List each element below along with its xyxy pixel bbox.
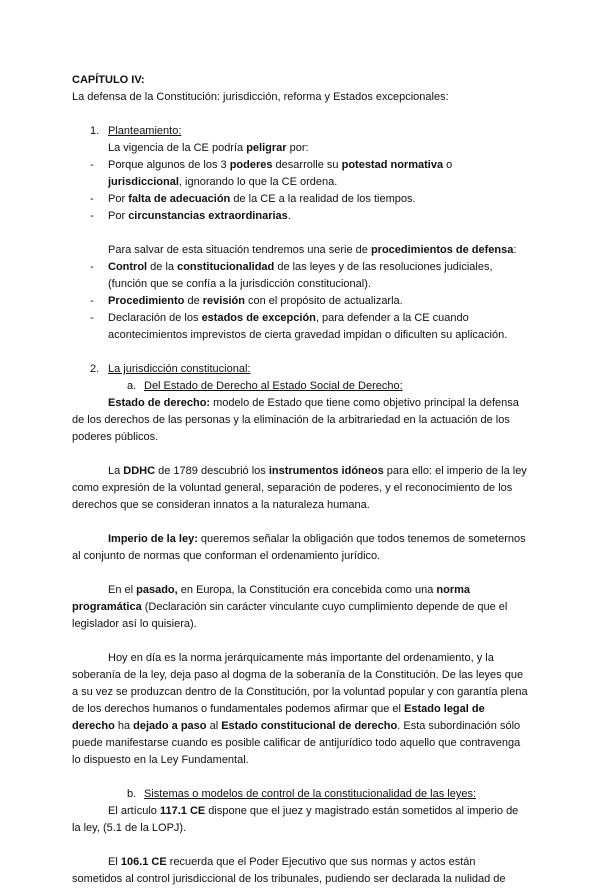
bullet-item: - Por circunstancias extraordinarias. [90,210,291,222]
paragraph: La DDHC de 1789 descubrió los instrumentos idóneos para ello: el imperio de la ley como expresión de la voluntad general, separación de poderes, y el reconocimiento de los derechos que se consideran innatos a la naturaleza humana. [72,465,527,511]
bullet-item: - Por falta de adecuación de la CE a la realidad de los tiempos. [90,193,416,205]
bullet-item: - Procedimiento de revisión con el propósito de actualizarla. [90,295,403,307]
section-1-intro-2: Para salvar de esta situación tendremos una serie de procedimientos de defensa: [108,244,517,256]
subsection-a-heading: a. Del Estado de Derecho al Estado Social de Derecho: [127,380,403,392]
bullet-item: - Declaración de los estados de excepción, para defender a la CE cuando acontecimientos imprevistos de cierta gravedad impidan o dificulten su aplicación. [90,312,508,341]
paragraph: Estado de derecho: modelo de Estado que tiene como objetivo principal la defensa de los derechos de las personas y la eliminación de la arbitrariedad en la actuación de los poderes públicos. [72,397,519,443]
section-1-heading: 1. Planteamiento: [90,125,182,137]
section-2-heading: 2. La jurisdicción constitucional: [90,363,251,375]
paragraph: Imperio de la ley: queremos señalar la obligación que todos tenemos de someternos al conjunto de normas que conforman el ordenamiento jurídico. [72,533,526,562]
paragraph: Hoy en día es la norma jerárquicamente más importante del ordenamiento, y la soberanía de la ley, deja paso al dogma de la soberanía de la Constitución. De las leyes que a su vez se produzcan dentro de la Constitución, por la voluntad popular y con garantía plena de los derechos humanos o fundamentales podemos afirmar que el Estado legal de derecho ha dejado a paso al Estado constitucional de derecho. Esta subordinación sólo puede manifestarse cuando es posible calificar de antijurídico todo aquello que contravenga lo dispuesto en la Ley Fundamental. [72,652,528,766]
chapter-subtitle: La defensa de la Constitución: jurisdicción, reforma y Estados excepcionales: [72,91,449,103]
paragraph: El artículo 117.1 CE dispone que el juez y magistrado están sometidos al imperio de la ley, (5.1 de la LOPJ). [72,805,519,834]
chapter-title: CAPÍTULO IV: [72,74,145,86]
section-1-intro: La vigencia de la CE podría peligrar por: [108,142,309,154]
bullet-item: - Control de la constitucionalidad de las leyes y de las resoluciones judiciales, (función que se confía a la jurisdicción constitucional). [90,261,493,290]
subsection-b-heading: b. Sistemas o modelos de control de la constitucionalidad de las leyes: [127,788,477,800]
paragraph: En el pasado, en Europa, la Constitución era concebida como una norma programática (Declaración sin carácter vinculante cuyo cumplimiento depende de que el legislador así lo quisiera). [72,584,508,630]
bullet-item: - Porque algunos de los 3 poderes desarrolle su potestad normativa o jurisdiccional, ignorando lo que la CE ordena. [90,159,453,188]
paragraph: El 106.1 CE recuerda que el Poder Ejecutivo que sus normas y actos están sometidos al control jurisdiccional de los tribunales, pudiendo ser declarada la nulidad de [72,856,506,885]
document-body [72,72,528,888]
